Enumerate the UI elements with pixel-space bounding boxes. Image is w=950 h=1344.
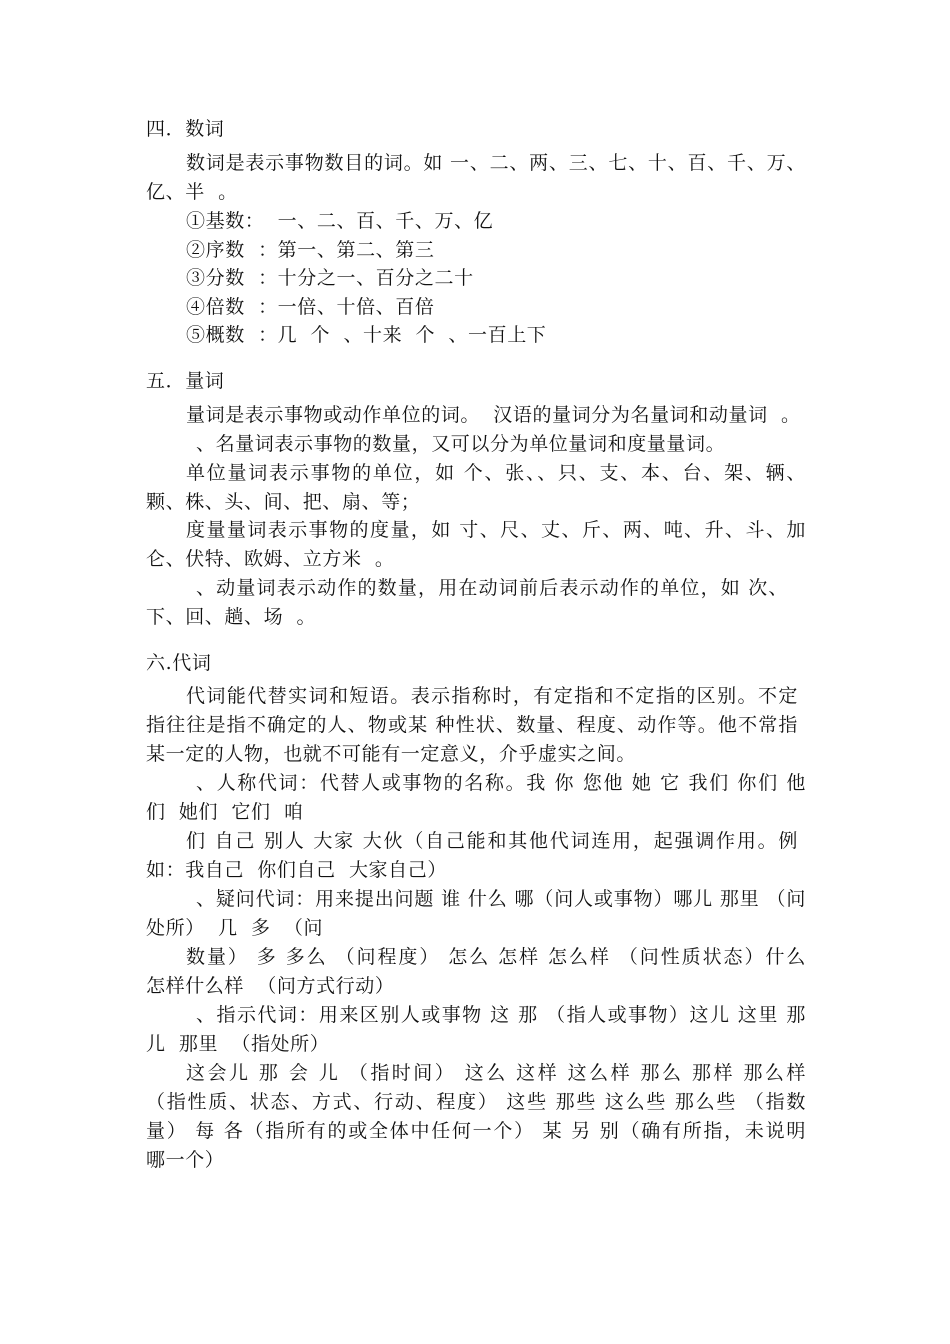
paragraph-line: 某一定的人物，也就不可能有一定意义，介乎虚实之间。 [146, 743, 637, 765]
section-heading-numerals: 四．数词 [146, 118, 225, 140]
list-item: ③分数 ：十分之一、百分之二十 [186, 267, 474, 289]
paragraph-line: 量） 每 各（指所有的或全体中任何一个） 某 另 别（确有所指，未说明 [146, 1120, 806, 1142]
paragraph-line: 量词是表示事物或动作单位的词。 汉语的量词分为名量词和动量词 。 [186, 404, 801, 426]
paragraph-line: 颗、株、头、间、把、扇、等； [146, 491, 421, 513]
paragraph-line: 、疑问代词：用来提出问题 谁 什么 哪（问人或事物）哪儿 那里 （问 [196, 888, 806, 910]
paragraph-line: 儿 那里 （指处所） [146, 1033, 330, 1055]
section-heading-measure-words: 五．量词 [146, 370, 225, 392]
paragraph-line: 单位量词表示事物的单位，如 个、张、、只、支、本、台、架、辆、 [186, 462, 806, 484]
paragraph-line: 如：我自己 你们自己 大家自己） [146, 859, 447, 881]
paragraph-line: 度量量词表示事物的度量，如 寸、尺、丈、斤、两、吨、升、斗、加 [186, 519, 806, 541]
paragraph-line: 这会儿 那 会 儿 （指时间） 这么 这样 这么样 那么 那样 那么样 [186, 1062, 806, 1084]
paragraph-line: 怎样什么样 （问方式行动） [146, 975, 395, 997]
paragraph-line: 们 她们 它们 咱 [146, 801, 304, 823]
paragraph-line: 处所） 几 多 （问 [146, 917, 324, 939]
paragraph-line: 代词能代替实词和短语。表示指称时，有定指和不定指的区别。不定 [186, 685, 798, 707]
list-item: ④倍数 ：一倍、十倍、百倍 [186, 296, 435, 318]
paragraph-line: 、人称代词：代替人或事物的名称。我 你 您他 她 它 我们 你们 他 [196, 772, 806, 794]
paragraph-line: 、名量词表示事物的数量，又可以分为单位量词和度量量词。 [196, 433, 726, 455]
paragraph-line: 们 自己 别人 大家 大伙（自己能和其他代词连用，起强调作用。例 [186, 830, 798, 852]
list-item: ①基数： 一、二、百、千、万、亿 [186, 210, 494, 232]
paragraph-line: （指性质、状态、方式、行动、程度） 这些 那些 这么些 那么些 （指数 [146, 1091, 806, 1113]
paragraph-line: 亿、半 。 [146, 181, 238, 203]
list-item: ②序数 ：第一、第二、第三 [186, 239, 435, 261]
paragraph-line: 下、回、趟、场 。 [146, 606, 317, 628]
paragraph-line: 数量） 多 多么 （问程度） 怎么 怎样 怎么样 （问性质状态）什么 [186, 946, 806, 968]
paragraph-line: 数词是表示事物数目的词。如 一、二、两、三、七、十、百、千、万、 [186, 152, 806, 174]
list-item: ⑤概数 ：几 个 、十来 个 、一百上下 [186, 324, 547, 346]
paragraph-line: 指往往是指不确定的人、物或某 种性状、数量、程度、动作等。他不常指 [146, 714, 798, 736]
paragraph-line: 哪一个） [146, 1149, 225, 1171]
paragraph-line: 仑、伏特、欧姆、立方米 。 [146, 548, 395, 570]
paragraph-line: 、动量词表示动作的数量，用在动词前后表示动作的单位，如 次、 [196, 577, 788, 599]
section-heading-pronouns: 六.代词 [146, 652, 212, 674]
paragraph-line: 、指示代词：用来区别人或事物 这 那 （指人或事物）这儿 这里 那 [196, 1004, 806, 1026]
